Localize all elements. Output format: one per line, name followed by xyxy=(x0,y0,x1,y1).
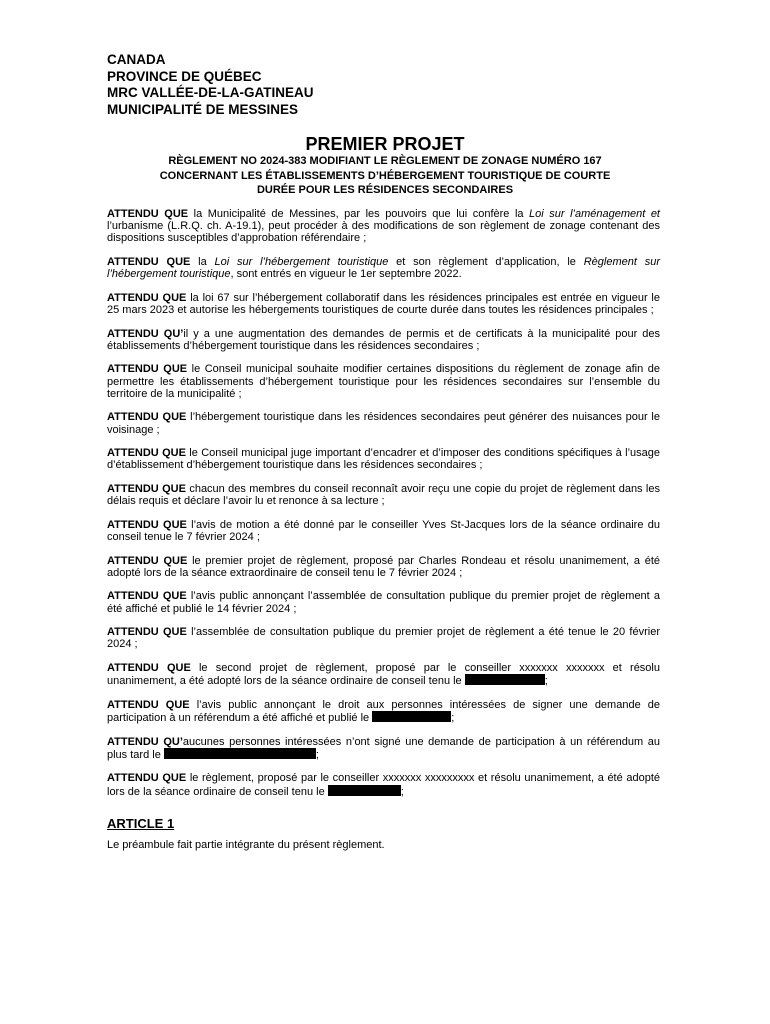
whereas-lead: ATTENDU QUE xyxy=(107,698,190,711)
document-header xyxy=(107,52,313,118)
redacted-date xyxy=(164,748,316,759)
whereas-lead: ATTENDU QUE xyxy=(107,772,187,785)
paragraph-text: ; xyxy=(451,711,455,724)
article-heading: ARTICLE 1 xyxy=(107,815,175,831)
paragraph-text: l’urbanisme (L.R.Q. ch. A-19.1), peut procéder à des modifications de son règlement de zonage contenant des dispositions susceptibles d’approbation référendaire ; xyxy=(107,220,660,245)
law-title: Loi sur l’aménagement et xyxy=(529,208,660,220)
document-body xyxy=(107,208,660,851)
paragraph-text: l’avis de motion a été donné par le conseiller Yves St-Jacques lors de la séance ordinaire du conseil tenue le 7 février 2024 ; xyxy=(107,518,660,543)
paragraph-text: il y a une augmentation des demandes de permis et de certificats à la municipalité pour des établissements d’hébergement touristique dans les résidences secondaires ; xyxy=(107,327,660,352)
redacted-date xyxy=(465,674,545,685)
whereas-paragraph xyxy=(107,447,660,471)
whereas-lead: ATTENDU QUE xyxy=(107,661,191,674)
whereas-paragraph xyxy=(107,208,660,245)
paragraph-text: la loi 67 sur l’hébergement collaboratif dans les résidences principales est entrée en vigueur le 25 mars 2023 et autorise les hébergements touristiques de courte durée dans toutes les résidences principales ; xyxy=(107,291,660,316)
paragraph-text: ; xyxy=(315,748,319,761)
paragraph-text: le règlement, proposé par le conseiller xxxxxxx xxxxxxxxx et résolu unanimement, a été adopté lors de la séance ordinaire de conseil tenu le xyxy=(107,772,660,798)
redacted-date xyxy=(328,785,401,796)
whereas-paragraph xyxy=(107,626,660,650)
whereas-paragraph xyxy=(107,483,660,507)
whereas-paragraph xyxy=(107,662,660,687)
paragraph-text: ; xyxy=(400,785,404,798)
whereas-lead: ATTENDU QUE xyxy=(107,554,188,567)
header-country: CANADA xyxy=(107,52,166,67)
whereas-paragraph xyxy=(107,555,660,579)
paragraph-text: , sont entrés en vigueur le 1er septembre 2022. xyxy=(230,268,462,281)
document-title: PREMIER PROJET xyxy=(305,134,465,154)
whereas-paragraph xyxy=(107,519,660,543)
whereas-paragraph xyxy=(107,772,660,797)
whereas-paragraph xyxy=(107,256,660,280)
whereas-paragraph xyxy=(107,736,660,761)
whereas-lead: ATTENDU QUE xyxy=(107,626,187,639)
paragraph-text: la xyxy=(190,256,215,268)
whereas-lead: ATTENDU QUE xyxy=(107,411,187,424)
header-province: PROVINCE DE QUÉBEC xyxy=(107,68,262,84)
paragraph-text: le second projet de règlement, proposé par le conseiller xxxxxxx xxxxxxx et résolu unanimement, a été adopté lors de la séance ordinaire de conseil tenu le xyxy=(107,661,660,688)
regulation-name: Règlement sur l’hébergement touristique xyxy=(107,256,660,281)
paragraph-text: l’avis public annonçant l’assemblée de consultation publique du premier projet de règlement a été affiché et publié le 14 février 2024 ; xyxy=(107,590,660,615)
whereas-paragraph xyxy=(107,363,660,400)
redacted-date xyxy=(372,711,451,722)
whereas-paragraph xyxy=(107,328,660,352)
paragraph-text: l’assemblée de consultation publique du premier projet de règlement a été tenue le 20 février 2024 ; xyxy=(107,626,660,651)
law-title: Loi sur l’hébergement touristique xyxy=(214,256,389,268)
header-municipality: MUNICIPALITÉ DE MESSINES xyxy=(107,101,299,117)
paragraph-text: chacun des membres du conseil reconnaît avoir reçu une copie du projet de règlement dans les délais requis et déclare l’avoir lu et renonce à sa lecture ; xyxy=(107,482,660,508)
regulation-title xyxy=(100,154,670,198)
whereas-lead: ATTENDU QUE xyxy=(107,256,191,268)
whereas-lead: ATTENDU QUE xyxy=(107,590,187,603)
paragraph-text: le Conseil municipal juge important d’encadrer et d’imposer des conditions spécifiques à l’usage d’établissement d’hébergement touristique dans les résidences secondaires ; xyxy=(107,447,660,472)
paragraph-text: le premier projet de règlement, proposé par Charles Rondeau et résolu unanimement, a été adopté lors de la séance extraordinaire de conseil tenu le 7 février 2024 ; xyxy=(107,554,660,579)
whereas-lead: ATTENDU QUE xyxy=(107,208,189,220)
whereas-lead: ATTENDU QU’ xyxy=(107,327,184,340)
whereas-lead: ATTENDU QUE xyxy=(107,363,188,376)
paragraph-text: la Municipalité de Messines, par les pouvoirs que lui confère la xyxy=(188,208,530,220)
whereas-lead: ATTENDU QUE xyxy=(107,291,187,304)
whereas-lead: ATTENDU QU’ xyxy=(107,735,183,748)
regulation-title-line: DURÉE POUR LES RÉSIDENCES SECONDAIRES xyxy=(256,184,514,196)
article-text: Le préambule fait partie intégrante du présent règlement. xyxy=(107,838,385,851)
whereas-paragraph xyxy=(107,411,660,435)
whereas-lead: ATTENDU QUE xyxy=(107,447,186,460)
paragraph-text: aucunes personnes intéressées n’ont signé une demande de participation à un référendum au plus tard le xyxy=(107,735,660,761)
paragraph-text: l’avis public annonçant le droit aux personnes intéressées de signer une demande de participation à un référendum a été affiché et publié le xyxy=(107,698,660,724)
paragraph-text: l’hébergement touristique dans les résidences secondaires peut générer des nuisances pour le voisinage ; xyxy=(107,411,660,436)
regulation-title-line: RÈGLEMENT NO 2024-383 MODIFIANT LE RÈGLEMENT DE ZONAGE NUMÉRO 167 xyxy=(168,155,602,167)
regulation-title-line: CONCERNANT LES ÉTABLISSEMENTS D’HÉBERGEMENT TOURISTIQUE DE COURTE xyxy=(159,169,611,182)
paragraph-text: et son règlement d’application, le xyxy=(388,256,584,268)
whereas-paragraph xyxy=(107,699,660,724)
whereas-lead: ATTENDU QUE xyxy=(107,482,186,495)
paragraph-text: le Conseil municipal souhaite modifier certaines dispositions du règlement de zonage afin de permettre les établissements d’hébergement touristique pour les résidences secondaires sur l’ensemble du territoire de la municipalité ; xyxy=(107,363,660,400)
whereas-lead: ATTENDU QUE xyxy=(107,518,187,531)
whereas-paragraph xyxy=(107,590,660,614)
paragraph-text: ; xyxy=(544,675,548,688)
header-mrc: MRC VALLÉE-DE-LA-GATINEAU xyxy=(107,85,314,101)
whereas-paragraph xyxy=(107,292,660,316)
